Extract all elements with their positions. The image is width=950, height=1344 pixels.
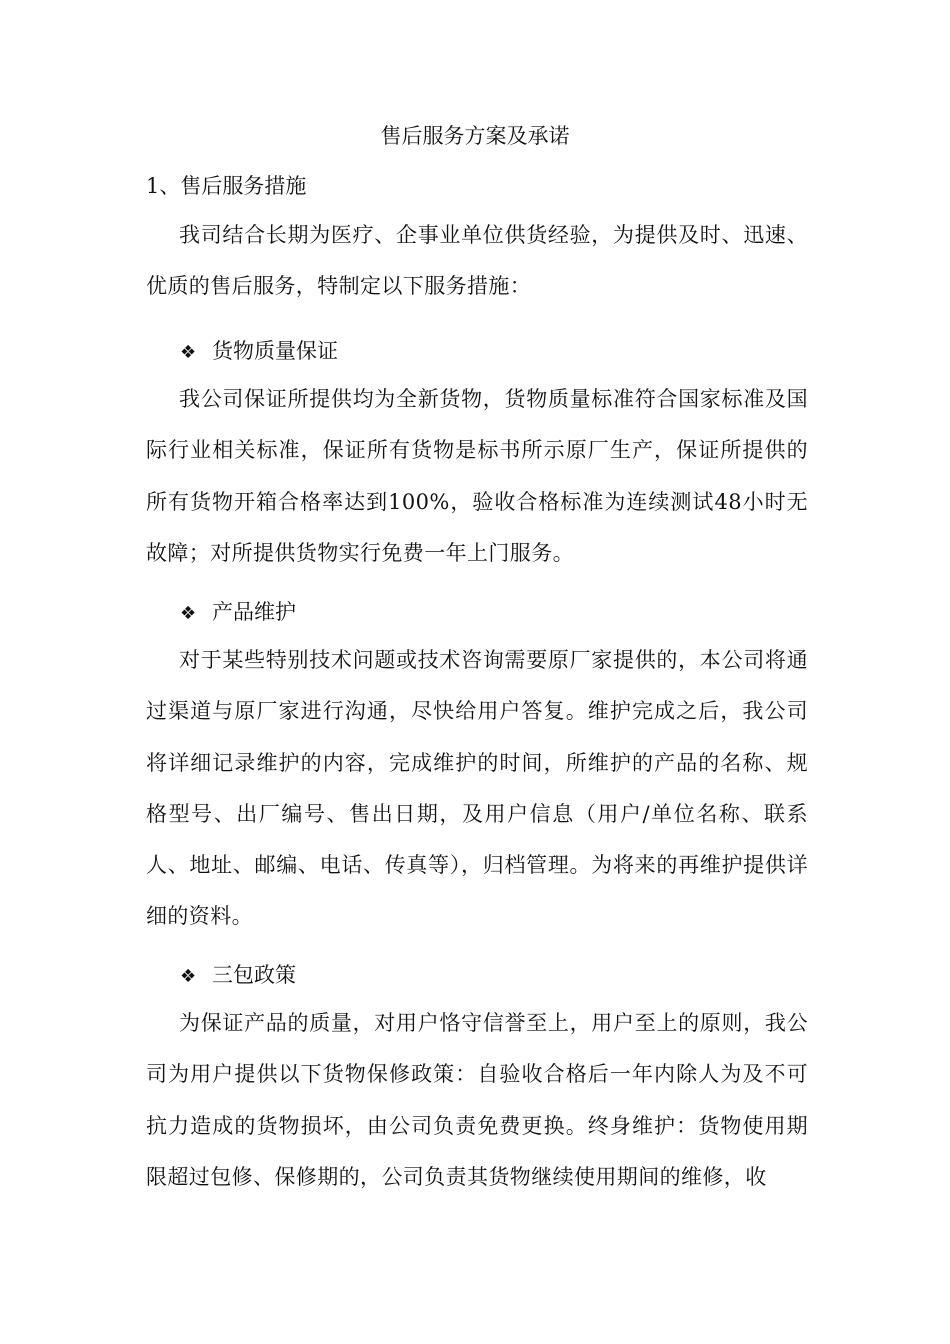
section-heading: 1、售后服务措施 bbox=[146, 174, 307, 198]
subsection-heading-warranty bbox=[180, 957, 296, 995]
warranty-paragraph: 为保证产品的质量，对用户恪守信誉至上，用户至上的原则，我公司为用户提供以下货物保修政策：自验收合格后一年内除人为及不可抗力造成的货物损坏，由公司负责免费更换。终身维护：货物使用期限超过包修、保修期的，公司负责其货物继续使用期间的维修，收 bbox=[146, 1011, 808, 1189]
subsection-heading-maintenance bbox=[180, 594, 296, 632]
diamond-bullet-icon: ❖ bbox=[180, 603, 197, 624]
subsection-heading-label: 三包政策 bbox=[212, 963, 296, 987]
diamond-bullet-icon: ❖ bbox=[180, 342, 197, 363]
maintenance-paragraph: 对于某些特别技术问题或技术咨询需要原厂家提供的，本公司将通过渠道与原厂家进行沟通，尽快给用户答复。维护完成之后，我公司将详细记录维护的内容，完成维护的时间，所维护的产品的名称、规格型号、出厂编号、售出日期，及用户信息（用户/单位名称、联系人、地址、邮编、电话、传真等），归档管理。为将来的再维护提供详细的资料。 bbox=[146, 648, 808, 929]
diamond-bullet-icon: ❖ bbox=[180, 966, 197, 987]
intro-paragraph: 我司结合长期为医疗、企事业单位供货经验，为提供及时、迅速、优质的售后服务，特制定以下服务措施： bbox=[146, 223, 808, 299]
subsection-heading-label: 产品维护 bbox=[212, 600, 296, 624]
subsection-heading-label: 货物质量保证 bbox=[212, 339, 338, 363]
quality-paragraph: 我公司保证所提供均为全新货物，货物质量标准符合国家标准及国际行业相关标准，保证所有货物是标书所示原厂生产，保证所提供的所有货物开箱合格率达到100%，验收合格标准为连续测试48小时无故障；对所提供货物实行免费一年上门服务。 bbox=[146, 387, 808, 565]
subsection-heading-quality bbox=[180, 333, 338, 371]
document-title: 售后服务方案及承诺 bbox=[380, 124, 570, 148]
